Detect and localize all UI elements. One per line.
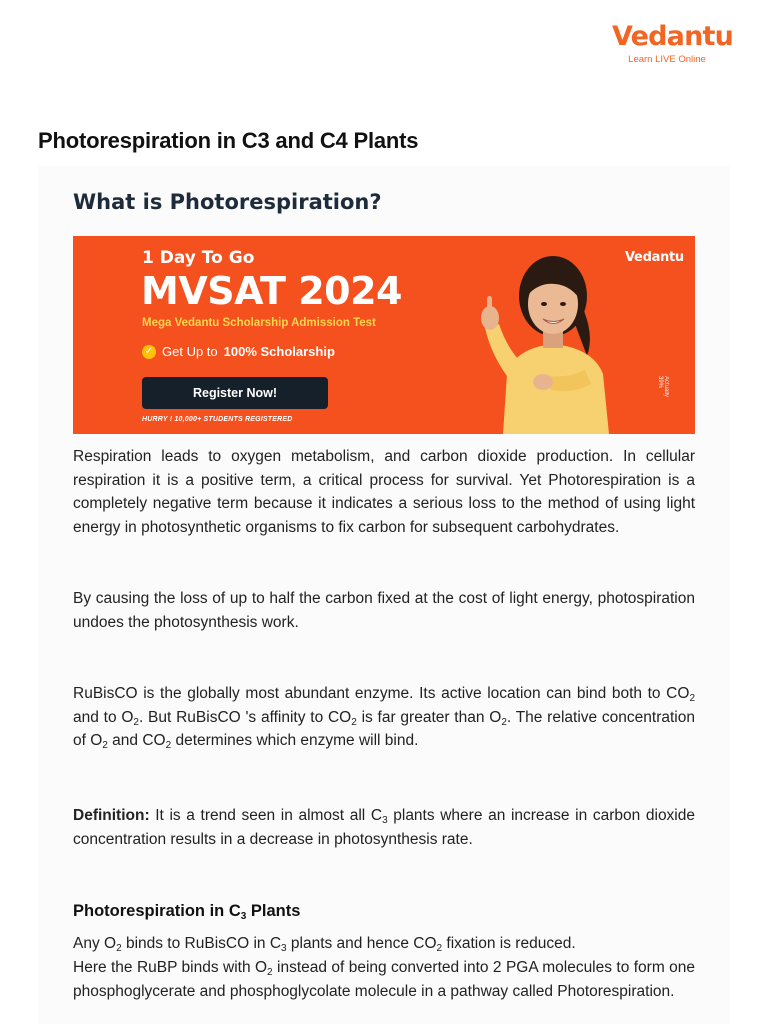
banner-countdown: 1 Day To Go bbox=[142, 248, 255, 268]
vedantu-logo[interactable] bbox=[612, 21, 734, 66]
mvsat-promo-banner[interactable] bbox=[73, 236, 695, 434]
paragraph-respiration: Respiration leads to oxygen metabolism, and carbon dioxide production. In cellular respiration it is a positive term, a critical process for survival. Yet Photorespiration is a completely negative term because it indicates a serious loss to the method of using light energy in photosynthetic organisms to fix carbon for subsequent carbohydrates. bbox=[73, 448, 695, 536]
register-now-button[interactable]: Register Now! bbox=[142, 377, 328, 409]
logo-tagline: Learn LIVE Online bbox=[628, 54, 706, 65]
paragraph-rubisco: RuBisCO is the globally most abundant enzyme. Its active location can bind both to $CO_2$ and to $O_2$. But RuBisCO 's affinity to $CO_2$ is far greater than $O_2$. The relative concentration of $O_2$ and $CO_2$ determines which enzyme will bind. bbox=[73, 685, 695, 751]
page-title: Photorespiration in C3 and C4 Plants bbox=[38, 128, 419, 153]
check-circle-icon: ✓ bbox=[142, 345, 156, 359]
logo-wordmark: Vedantu bbox=[612, 21, 734, 52]
banner-title: MVSAT 2024 bbox=[141, 269, 402, 313]
section-heading: What is Photorespiration? bbox=[73, 190, 382, 214]
scholarship-prefix: Get Up to bbox=[162, 344, 218, 359]
paragraph-rubp: Here the RuBP binds with $O_2$ instead of being converted into 2 PGA molecules to form one phosphoglycerate and phosphoglycolate molecule in a pathway called Photorespiration. bbox=[73, 959, 695, 1000]
banner-brand-logo: Vedantu bbox=[625, 250, 684, 265]
banner-subtitle: Mega Vedantu Scholarship Admission Test bbox=[142, 317, 376, 329]
article-content bbox=[38, 166, 730, 1024]
banner-fine-print: Actually 39% bbox=[657, 376, 669, 398]
c3-plants-heading: Photorespiration in $C_3$ Plants bbox=[73, 902, 301, 922]
definition-label: Definition: bbox=[73, 807, 150, 824]
paragraph-definition: Definition: It is a trend seen in almost all $C_3$ plants where an increase in carbon dioxide concentration results in a decrease in photosynthesis rate. bbox=[73, 807, 695, 848]
banner-scholarship bbox=[142, 344, 335, 359]
student-girl-illustration bbox=[463, 244, 643, 434]
paragraph-photospiration: By causing the loss of up to half the carbon fixed at the cost of light energy, photospiration undoes the photosynthesis work. bbox=[73, 590, 695, 631]
scholarship-amount: 100% Scholarship bbox=[223, 344, 335, 359]
paragraph-c3-oxygen: Any $O_2$ binds to RuBisCO in $C_3$ plants and hence $CO_2$ fixation is reduced. bbox=[73, 935, 576, 954]
banner-hurry-text: HURRY ! 10,000+ STUDENTS REGISTERED bbox=[142, 416, 293, 423]
